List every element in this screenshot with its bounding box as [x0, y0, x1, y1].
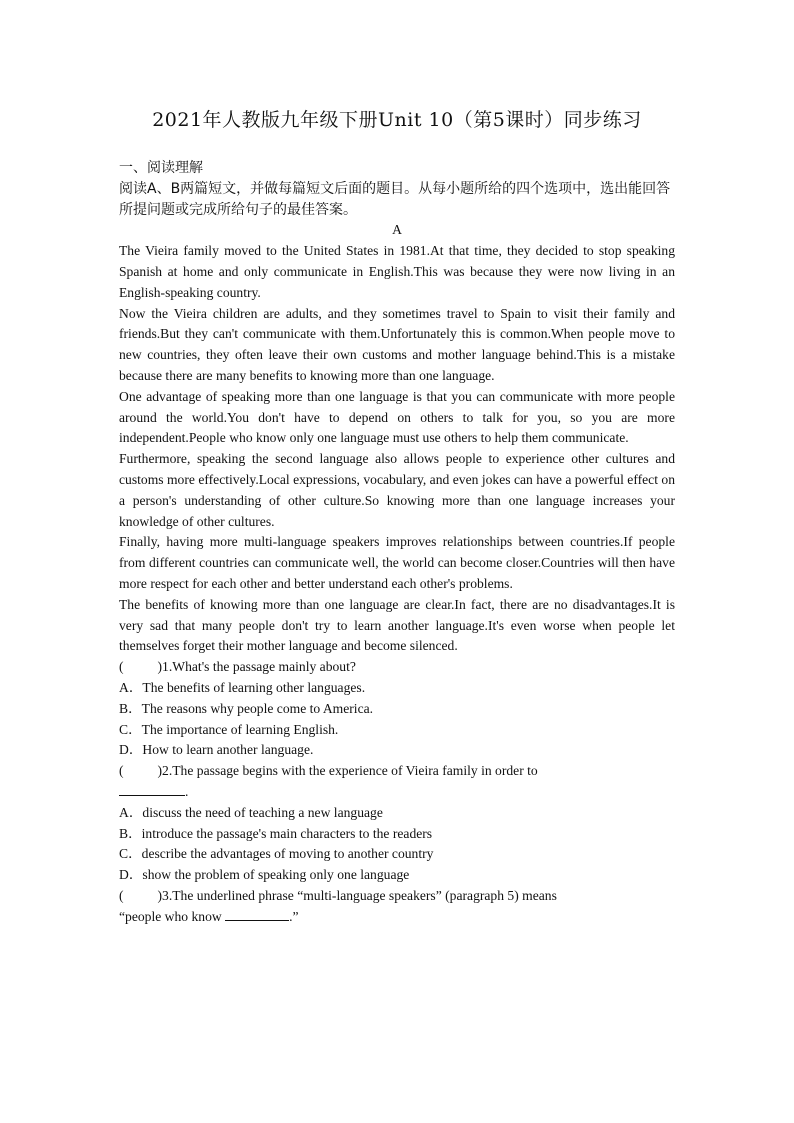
passage-paragraph-6: The benefits of knowing more than one language are clear.In fact, there are no disadvantages.It is very sad that many people don't try to learn another language.It's even worse when people let themselves forget their mother language and become silenced.	[119, 596, 675, 654]
question-2-stem-end: .	[185, 783, 189, 799]
question-2-stem-line2	[119, 782, 675, 803]
section-instruction: 阅读A、B两篇短文，并做每篇短文后面的题目。从每小题所给的四个选项中，选出能回答所提问题或完成所给句子的最佳答案。	[119, 180, 671, 218]
question-2-option-a: A．discuss the need of teaching a new language	[119, 804, 383, 820]
fill-blank-line[interactable]	[119, 782, 185, 796]
reading-passage	[119, 241, 675, 657]
question-2-text: )2.The passage begins with the experience of Vieira family in order to	[157, 763, 538, 779]
question-3-stem-line2-start: “people who know	[119, 908, 222, 924]
passage-paragraph-5: Finally, having more multi-language speakers improves relationships between countries.If people from different countries can communicate well, the world can become closer.Countries will then have more respect for each other and better understand each other's problems.	[119, 534, 675, 591]
section-heading: 一、阅读理解	[119, 160, 203, 176]
document-content	[119, 158, 675, 927]
question-2-option-c: C．describe the advantages of moving to another country	[119, 846, 434, 862]
question-3	[119, 886, 675, 928]
question-1-text: )1.What's the passage mainly about?	[157, 659, 356, 675]
passage-paragraph-3: One advantage of speaking more than one language is that you can communicate with more people around the world.You don't have to depend on others to talk for you, so you are more independent.People who know only one language must use others to help them communicate.	[119, 388, 675, 446]
passage-paragraph-4: Furthermore, speaking the second language also allows people to experience other cultures and customs more effectively.Local expressions, vocabulary, and even jokes can have a powerful effect on a person's understanding of other culture.So knowing more than one language increases your knowledge of other cultures.	[119, 451, 675, 529]
question-2-stem	[119, 761, 675, 782]
answer-paren-open: (	[119, 763, 124, 779]
question-2	[119, 761, 675, 886]
question-1-stem	[119, 657, 675, 678]
question-3-stem-line2	[119, 907, 675, 928]
answer-paren-open: (	[119, 659, 124, 675]
question-1	[119, 657, 675, 761]
answer-paren-open: (	[119, 887, 124, 903]
question-3-stem-line2-end: .”	[289, 908, 299, 924]
passage-paragraph-2: Now the Vieira children are adults, and they sometimes travel to Spain to visit their family and friends.But they can't communicate with them.Unfortunately this is common.When people move to new countries, they often leave their own customs and mother language behind.This is a mistake because there are many benefits to knowing more than one language.	[119, 305, 675, 383]
question-1-option-b: B．The reasons why people come to America.	[119, 700, 374, 716]
fill-blank-line[interactable]	[225, 907, 289, 921]
page-title: 2021年人教版九年级下册Unit 10（第5课时）同步练习	[152, 109, 642, 131]
question-1-option-c: C．The importance of learning English.	[119, 721, 339, 737]
passage-paragraph-1: The Vieira family moved to the United States in 1981.At that time, they decided to stop speaking Spanish at home and only communicate in English.This was because they were now living in an English-speaking country.	[119, 243, 675, 300]
question-3-stem	[119, 886, 675, 907]
question-1-option-a: A．The benefits of learning other languages.	[119, 679, 366, 695]
passage-label: A	[392, 222, 402, 238]
question-2-option-d: D．show the problem of speaking only one language	[119, 867, 410, 883]
question-1-option-d: D．How to learn another language.	[119, 742, 314, 758]
question-3-text: )3.The underlined phrase “multi-language speakers” (paragraph 5) means	[157, 887, 557, 903]
question-2-option-b: B．introduce the passage's main characters to the readers	[119, 825, 433, 841]
